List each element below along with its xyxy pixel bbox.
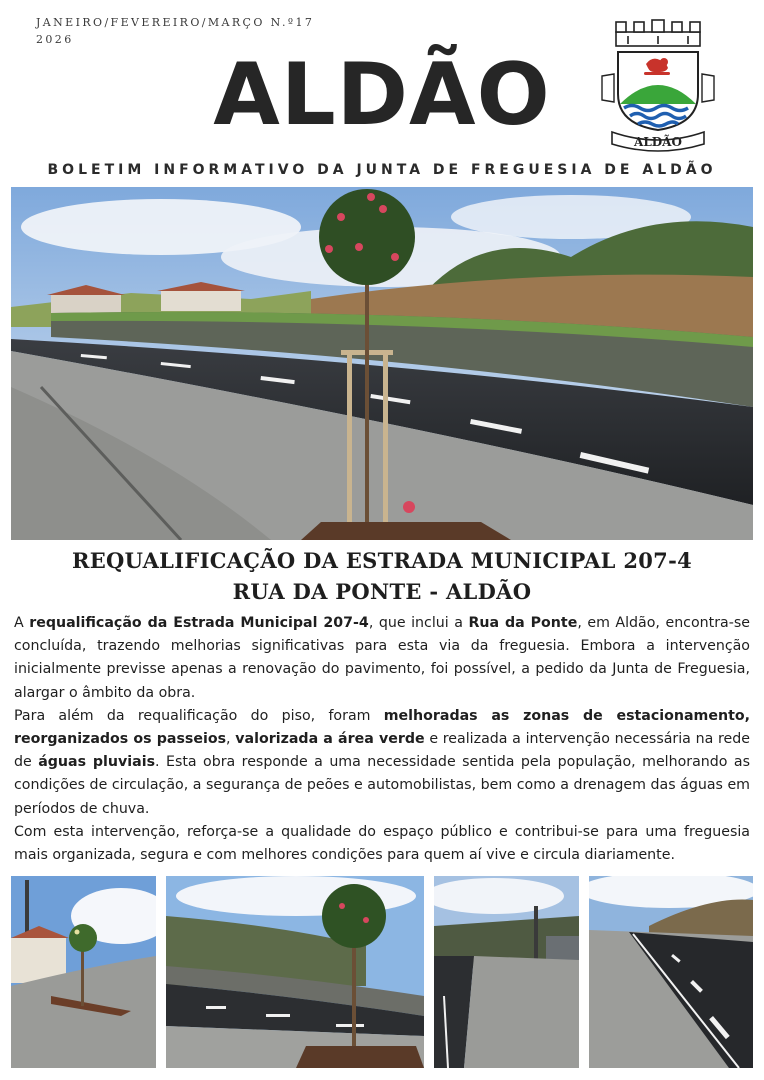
photo-thumbnail-4	[589, 876, 753, 1068]
highlight: melhoradas as zonas de estacionamento, reorganizados os passeios	[14, 707, 750, 748]
coat-of-arms-emblem	[594, 16, 722, 156]
issue-line-1: JANEIRO/FEVEREIRO/MARÇO N.º17	[36, 16, 315, 29]
hero-photo	[11, 187, 753, 540]
article-headline	[0, 545, 764, 607]
issue-line-2: 2026	[36, 33, 74, 46]
highlight: requalificação da Estrada Municipal 207-4	[29, 615, 369, 631]
headline-line-1: REQUALIFICAÇÃO DA ESTRADA MUNICIPAL 207-4	[71, 548, 693, 573]
coat-of-arms	[594, 16, 722, 156]
highlight: valorizada a área verde	[235, 731, 425, 748]
article-paragraph-1: A requalificação da Estrada Municipal 207-4, que inclui a Rua da Ponte, em Aldão, encontra-se concluída, trazendo melhorias significativas para esta via da freguesia. Embora a intervenção inicialmente previsse apenas a renovação do pavimento, foi possível, a pedido da Junta de Freguesia, alargar o âmbito da obra.	[14, 615, 750, 701]
bulletin-subtitle: BOLETIM INFORMATIVO DA JUNTA DE FREGUESIA DE ALDÃO	[47, 162, 717, 178]
photo-thumbnail-3	[434, 876, 579, 1068]
article-paragraph-2: Para além da requalificação do piso, foram melhoradas as zonas de estacionamento, reorganizados os passeios, valorizada a área verde e realizada a intervenção necessária na rede de águas pluviais. Esta obra responde a uma necessidade sentida pela população, melhorando as condições de circulação, a segurança de peões e automobilistas, bem como a drenagem das águas em períodos de chuva.	[14, 707, 751, 817]
article-paragraph-3: Com esta intervenção, reforça-se a qualidade do espaço público e contribui-se para uma freguesia mais organizada, segura e com melhores condições para quem aí vive e circula diariamente.	[14, 823, 750, 864]
mural-crown-icon	[616, 20, 700, 46]
crest-label: ALDÃO	[634, 135, 682, 149]
photo-thumbnail-1	[11, 876, 156, 1068]
photo-thumbnail-2	[166, 876, 424, 1068]
headline-line-2: RUA DA PONTE - ALDÃO	[232, 579, 532, 604]
highlight: águas pluviais	[38, 754, 156, 771]
masthead-title: ALDÃO	[213, 45, 551, 145]
article-body	[14, 612, 750, 867]
highlight: Rua da Ponte	[468, 615, 578, 631]
